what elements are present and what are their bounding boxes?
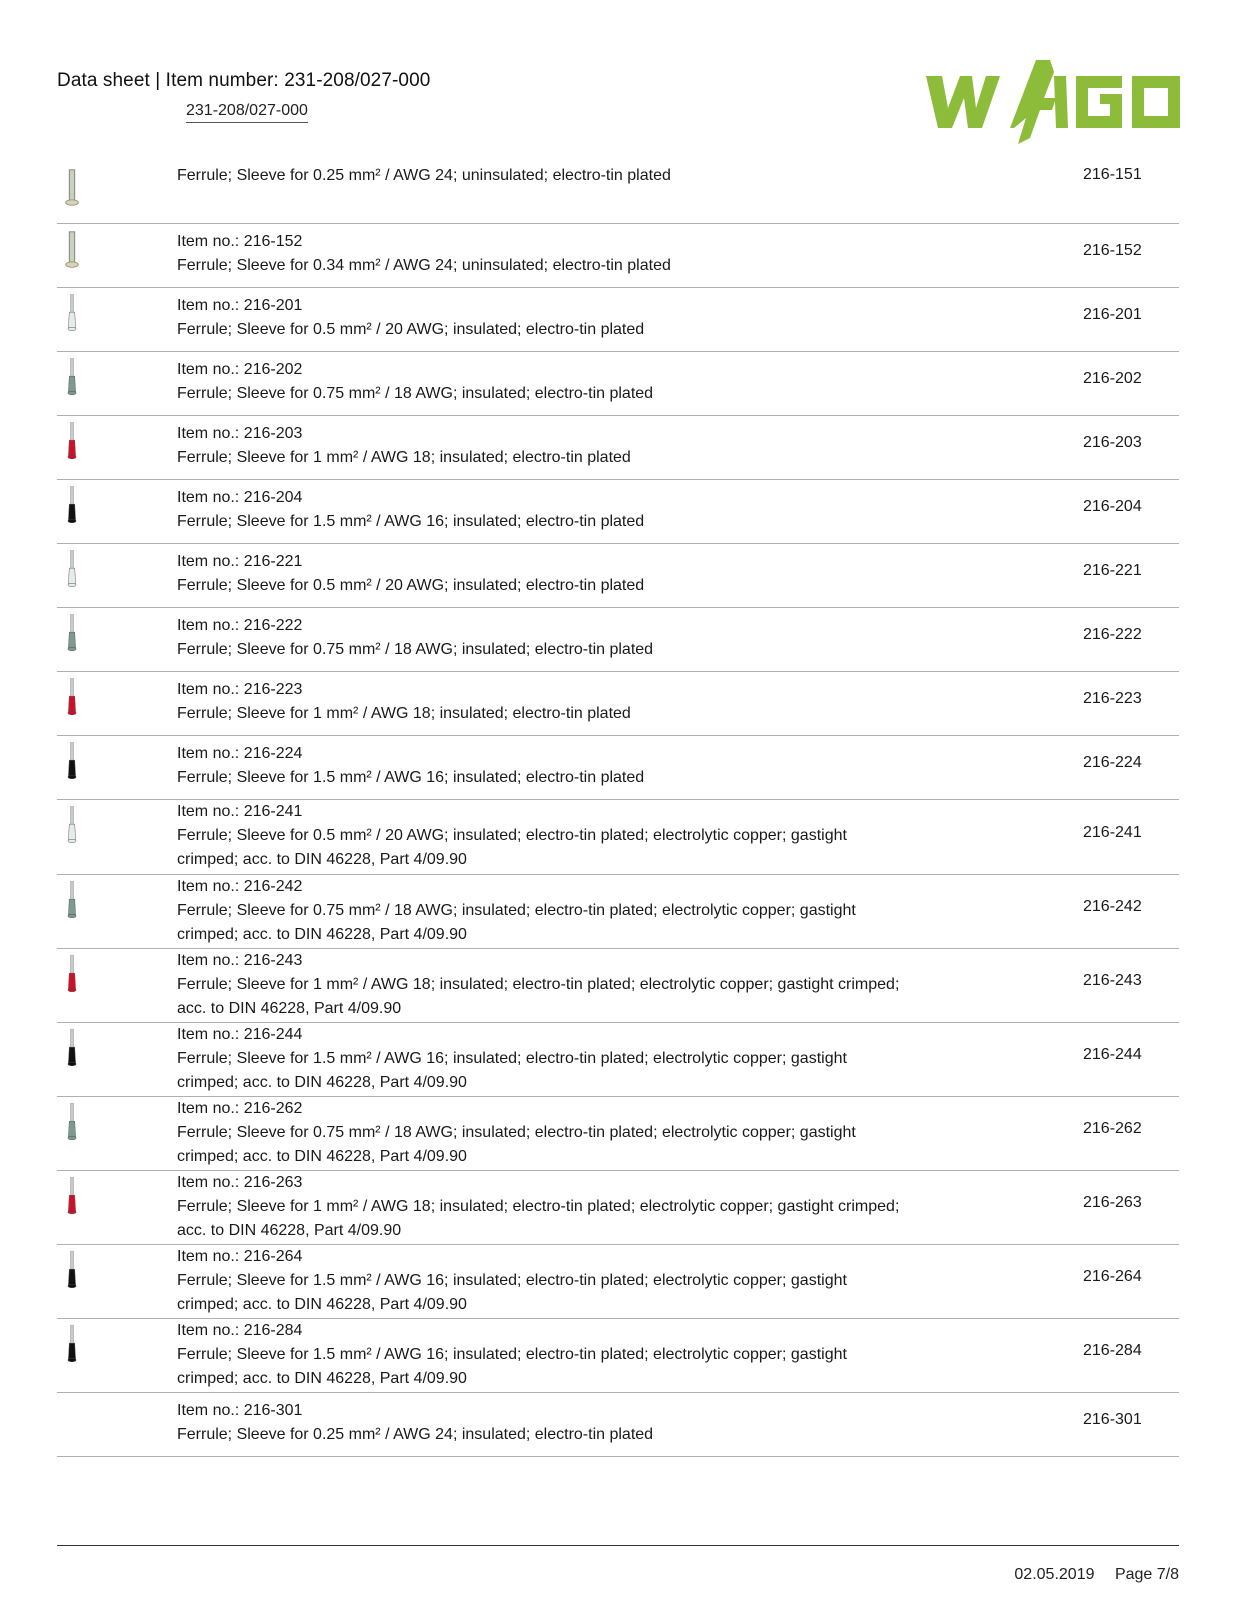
page-header	[57, 70, 431, 119]
item-number-label: Item no.: 216-301	[177, 1402, 303, 1419]
item-number-label: Item no.: 216-152	[177, 233, 303, 250]
item-number-label: Item no.: 216-203	[177, 425, 303, 442]
ferrule-insulated-icon	[57, 352, 87, 415]
list-item	[57, 800, 1179, 875]
ferrule-insulated-icon	[57, 288, 87, 351]
item-code: 216-222	[1083, 626, 1142, 643]
item-description	[177, 230, 977, 278]
list-item	[57, 148, 1179, 224]
item-description-line: Ferrule; Sleeve for 1.5 mm² / AWG 16; insulated; electro-tin plated; electrolytic copper; gastight	[177, 1272, 847, 1289]
item-list	[57, 148, 1179, 1457]
item-description-line: Ferrule; Sleeve for 0.5 mm² / 20 AWG; insulated; electro-tin plated; electrolytic copper; gastight	[177, 827, 847, 844]
item-code: 216-244	[1083, 1046, 1142, 1063]
item-description-line: Ferrule; Sleeve for 1 mm² / AWG 18; insulated; electro-tin plated	[177, 449, 631, 466]
list-item	[57, 1393, 1179, 1457]
item-code: 216-224	[1083, 754, 1142, 771]
item-description	[177, 422, 977, 470]
item-code: 216-284	[1083, 1342, 1142, 1359]
list-item	[57, 1171, 1179, 1245]
item-code: 216-152	[1083, 242, 1142, 259]
item-description	[177, 1171, 977, 1243]
item-description-line: Ferrule; Sleeve for 1 mm² / AWG 18; insulated; electro-tin plated; electrolytic copper; gastight crimped;	[177, 1198, 900, 1215]
list-item	[57, 544, 1179, 608]
list-item	[57, 352, 1179, 416]
wago-logo	[926, 58, 1180, 144]
footer-divider	[57, 1545, 1179, 1546]
ferrule-insulated-icon	[57, 1319, 87, 1392]
ferrule-insulated-icon	[57, 1097, 87, 1170]
item-description	[177, 1097, 977, 1169]
ferrule-insulated-icon	[57, 1171, 87, 1244]
item-description-line: Ferrule; Sleeve for 0.5 mm² / 20 AWG; insulated; electro-tin plated	[177, 577, 645, 594]
item-code: 216-203	[1083, 434, 1142, 451]
item-description-line: Ferrule; Sleeve for 0.75 mm² / 18 AWG; insulated; electro-tin plated; electrolytic copper; gastight	[177, 902, 856, 919]
item-code: 216-221	[1083, 562, 1142, 579]
ferrule-insulated-icon	[57, 480, 87, 543]
ferrule-insulated-icon	[57, 949, 87, 1022]
item-description	[177, 1319, 977, 1391]
item-description-line: crimped; acc. to DIN 46228, Part 4/09.90	[177, 1296, 467, 1313]
item-description-line: Ferrule; Sleeve for 1.5 mm² / AWG 16; insulated; electro-tin plated; electrolytic copper; gastight	[177, 1346, 847, 1363]
list-item	[57, 480, 1179, 544]
list-item	[57, 736, 1179, 800]
item-number-label: Item no.: 216-263	[177, 1174, 303, 1191]
list-item	[57, 949, 1179, 1023]
item-description-line: Ferrule; Sleeve for 1.5 mm² / AWG 16; insulated; electro-tin plated	[177, 513, 645, 530]
item-number-label: Item no.: 216-221	[177, 553, 303, 570]
item-number-link[interactable]: 231-208/027-000	[186, 102, 308, 123]
item-number-label: Item no.: 216-201	[177, 297, 303, 314]
list-item	[57, 288, 1179, 352]
item-code: 216-262	[1083, 1120, 1142, 1137]
item-code: 216-204	[1083, 498, 1142, 515]
item-number-label: Item no.: 216-223	[177, 681, 303, 698]
item-number-label: Item no.: 216-204	[177, 489, 303, 506]
page-title: Data sheet | Item number: 231-208/027-000	[57, 70, 431, 91]
ferrule-insulated-icon	[57, 1023, 87, 1096]
item-description-line: acc. to DIN 46228, Part 4/09.90	[177, 1000, 402, 1017]
item-description	[177, 164, 977, 188]
ferrule-insulated-icon	[57, 608, 87, 671]
item-description-line: crimped; acc. to DIN 46228, Part 4/09.90	[177, 1370, 467, 1387]
item-number-label: Item no.: 216-244	[177, 1026, 303, 1043]
item-number-label: Item no.: 216-262	[177, 1100, 303, 1117]
item-description-line: crimped; acc. to DIN 46228, Part 4/09.90	[177, 926, 467, 943]
item-description-line: Ferrule; Sleeve for 0.75 mm² / 18 AWG; insulated; electro-tin plated	[177, 641, 654, 658]
item-code: 216-151	[1083, 166, 1142, 183]
item-description-line: Ferrule; Sleeve for 1 mm² / AWG 18; insulated; electro-tin plated; electrolytic copper; gastight crimped;	[177, 976, 900, 993]
item-code: 216-264	[1083, 1268, 1142, 1285]
item-number-label: Item no.: 216-224	[177, 745, 303, 762]
item-description	[177, 1245, 977, 1317]
item-code: 216-301	[1083, 1411, 1142, 1428]
item-description-line: Ferrule; Sleeve for 0.25 mm² / AWG 24; uninsulated; electro-tin plated	[177, 167, 671, 184]
item-description	[177, 742, 977, 790]
item-number-label: Item no.: 216-202	[177, 361, 303, 378]
list-item	[57, 1245, 1179, 1319]
ferrule-insulated-icon	[57, 544, 87, 607]
item-description-line: Ferrule; Sleeve for 0.75 mm² / 18 AWG; insulated; electro-tin plated	[177, 385, 654, 402]
item-description-line: crimped; acc. to DIN 46228, Part 4/09.90	[177, 851, 467, 868]
item-description-line: crimped; acc. to DIN 46228, Part 4/09.90	[177, 1148, 467, 1165]
list-item	[57, 224, 1179, 288]
item-description-line: Ferrule; Sleeve for 1.5 mm² / AWG 16; insulated; electro-tin plated	[177, 769, 645, 786]
item-code: 216-243	[1083, 972, 1142, 989]
item-code: 216-242	[1083, 898, 1142, 915]
item-description	[177, 875, 977, 947]
ferrule-insulated-icon	[57, 875, 87, 948]
item-description	[177, 678, 977, 726]
item-description	[177, 486, 977, 534]
list-item	[57, 416, 1179, 480]
item-number-label: Item no.: 216-241	[177, 803, 303, 820]
item-description	[177, 1023, 977, 1095]
item-number-label: Item no.: 216-243	[177, 952, 303, 969]
item-code: 216-241	[1083, 824, 1142, 841]
item-code: 216-223	[1083, 690, 1142, 707]
item-number-label: Item no.: 216-242	[177, 878, 303, 895]
item-description-line: Ferrule; Sleeve for 0.5 mm² / 20 AWG; insulated; electro-tin plated	[177, 321, 645, 338]
item-code: 216-202	[1083, 370, 1142, 387]
item-number-label: Item no.: 216-222	[177, 617, 303, 634]
ferrule-insulated-icon	[57, 416, 87, 479]
list-item	[57, 1097, 1179, 1171]
item-description	[177, 614, 977, 662]
list-item	[57, 672, 1179, 736]
list-item	[57, 608, 1179, 672]
ferrule-insulated-icon	[57, 736, 87, 799]
footer-date: 02.05.2019	[1014, 1566, 1095, 1583]
item-description	[177, 294, 977, 342]
item-description-line: Ferrule; Sleeve for 1.5 mm² / AWG 16; insulated; electro-tin plated; electrolytic copper; gastight	[177, 1050, 847, 1067]
item-description	[177, 550, 977, 598]
item-description-line: Ferrule; Sleeve for 0.25 mm² / AWG 24; insulated; electro-tin plated	[177, 1426, 654, 1443]
list-item	[57, 1319, 1179, 1393]
item-description-line: acc. to DIN 46228, Part 4/09.90	[177, 1222, 402, 1239]
item-description-line: Ferrule; Sleeve for 0.34 mm² / AWG 24; uninsulated; electro-tin plated	[177, 257, 671, 274]
list-item	[57, 875, 1179, 949]
ferrule-uninsulated-icon	[57, 224, 87, 287]
item-number-label: Item no.: 216-264	[177, 1248, 303, 1265]
ferrule-uninsulated-icon	[57, 148, 87, 223]
page-footer	[1014, 1566, 1179, 1584]
item-description	[177, 800, 977, 872]
item-code: 216-263	[1083, 1194, 1142, 1211]
item-description-line: Ferrule; Sleeve for 1 mm² / AWG 18; insulated; electro-tin plated	[177, 705, 631, 722]
ferrule-insulated-icon	[57, 672, 87, 735]
ferrule-insulated-icon	[57, 1245, 87, 1318]
item-description-line: Ferrule; Sleeve for 0.75 mm² / 18 AWG; insulated; electro-tin plated; electrolytic copper; gastight	[177, 1124, 856, 1141]
ferrule-insulated-icon	[57, 800, 87, 874]
footer-page-number: Page 7/8	[1114, 1566, 1179, 1583]
item-code: 216-201	[1083, 306, 1142, 323]
item-number-label: Item no.: 216-284	[177, 1322, 303, 1339]
list-item	[57, 1023, 1179, 1097]
item-description-line: crimped; acc. to DIN 46228, Part 4/09.90	[177, 1074, 467, 1091]
item-description	[177, 949, 977, 1021]
item-description	[177, 1399, 977, 1447]
item-description	[177, 358, 977, 406]
